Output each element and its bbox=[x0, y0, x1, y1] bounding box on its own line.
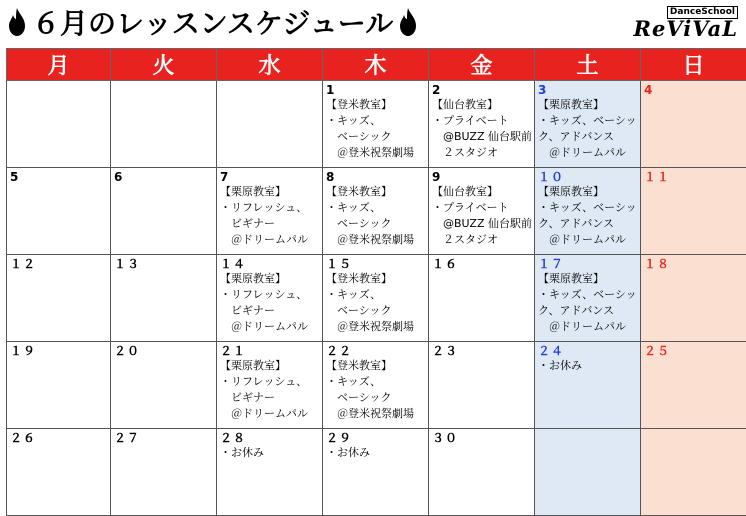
day-cell bbox=[535, 342, 641, 429]
event-line: ２スタジオ bbox=[432, 145, 531, 161]
page-title: ６月のレッスンスケジュール bbox=[32, 2, 393, 42]
day-cell bbox=[217, 342, 323, 429]
event-line: ・プライベート bbox=[432, 113, 531, 129]
header bbox=[0, 0, 746, 44]
day-number: １９ bbox=[10, 344, 107, 358]
day-cell bbox=[535, 429, 641, 516]
event-line: ・キッズ、ベーシッ bbox=[538, 287, 637, 303]
day-cell bbox=[429, 342, 535, 429]
event-line: @BUZZ 仙台駅前 bbox=[432, 129, 531, 145]
day-cell bbox=[111, 342, 217, 429]
day-cell bbox=[217, 168, 323, 255]
day-number: ２６ bbox=[10, 431, 107, 445]
event-line: ベーシック bbox=[326, 129, 425, 145]
day-cell bbox=[111, 168, 217, 255]
event-line: ＠ドリームパル bbox=[538, 232, 637, 248]
day-number: ２５ bbox=[644, 344, 743, 358]
day-cell bbox=[323, 255, 429, 342]
day-number: １２ bbox=[10, 257, 107, 271]
event-line: 【仙台教室】 bbox=[432, 184, 531, 200]
week-row bbox=[7, 342, 746, 429]
day-number: ２９ bbox=[326, 431, 425, 445]
event-line: ２スタジオ bbox=[432, 232, 531, 248]
day-cell bbox=[111, 255, 217, 342]
day-number: ２４ bbox=[538, 344, 637, 358]
day-cell bbox=[535, 168, 641, 255]
day-cell bbox=[429, 81, 535, 168]
weekday-thu: 木 bbox=[323, 49, 429, 81]
event-line: ク、アドバンス bbox=[538, 216, 637, 232]
week-row bbox=[7, 81, 746, 168]
event-line: 【栗原教室】 bbox=[220, 358, 319, 374]
event-line: ＠ドリームパル bbox=[220, 232, 319, 248]
event-line: ＠ドリームパル bbox=[220, 406, 319, 422]
day-cell bbox=[323, 168, 429, 255]
day-cell bbox=[217, 81, 323, 168]
flame-icon bbox=[6, 7, 28, 37]
event-line: ＠登米祝祭劇場 bbox=[326, 319, 425, 335]
day-number: １０ bbox=[538, 170, 637, 184]
event-line: ビギナー bbox=[220, 216, 319, 232]
day-number: １３ bbox=[114, 257, 213, 271]
event-line: ベーシック bbox=[326, 390, 425, 406]
weekday-fri: 金 bbox=[429, 49, 535, 81]
day-cell bbox=[641, 342, 746, 429]
event-line: ・リフレッシュ、 bbox=[220, 287, 319, 303]
day-number: 8 bbox=[326, 170, 425, 184]
day-number: 2 bbox=[432, 83, 531, 97]
event-line: ・キッズ、 bbox=[326, 374, 425, 390]
event-line: ・キッズ、 bbox=[326, 113, 425, 129]
week-row bbox=[7, 168, 746, 255]
event-line: ・リフレッシュ、 bbox=[220, 200, 319, 216]
day-cell bbox=[7, 168, 111, 255]
day-number: １６ bbox=[432, 257, 531, 271]
day-cell bbox=[323, 342, 429, 429]
weekday-tue: 火 bbox=[111, 49, 217, 81]
day-cell bbox=[323, 429, 429, 516]
week-row bbox=[7, 429, 746, 516]
day-number: ２２ bbox=[326, 344, 425, 358]
day-cell bbox=[7, 255, 111, 342]
day-number: ２７ bbox=[114, 431, 213, 445]
day-number: １５ bbox=[326, 257, 425, 271]
weekday-wed: 水 bbox=[217, 49, 323, 81]
day-cell bbox=[7, 429, 111, 516]
day-cell bbox=[641, 81, 746, 168]
event-line: ・お休み bbox=[220, 445, 319, 461]
day-cell bbox=[641, 255, 746, 342]
event-line: ・リフレッシュ、 bbox=[220, 374, 319, 390]
day-number: ２８ bbox=[220, 431, 319, 445]
logo-main-text: ReViVaL bbox=[634, 18, 738, 40]
day-cell bbox=[429, 168, 535, 255]
event-line: 【登米教室】 bbox=[326, 358, 425, 374]
day-cell bbox=[641, 429, 746, 516]
event-line: ＠ドリームパル bbox=[220, 319, 319, 335]
day-cell bbox=[535, 255, 641, 342]
day-number: １４ bbox=[220, 257, 319, 271]
day-cell bbox=[7, 81, 111, 168]
event-line: @BUZZ 仙台駅前 bbox=[432, 216, 531, 232]
day-number: 5 bbox=[10, 170, 107, 184]
day-cell bbox=[111, 429, 217, 516]
day-number: １７ bbox=[538, 257, 637, 271]
event-line: ＠登米祝祭劇場 bbox=[326, 145, 425, 161]
day-number: １８ bbox=[644, 257, 743, 271]
event-line: ・キッズ、 bbox=[326, 200, 425, 216]
day-cell bbox=[535, 81, 641, 168]
day-cell bbox=[641, 168, 746, 255]
logo-top-text: DanceSchool bbox=[667, 6, 738, 19]
event-line: ・キッズ、ベーシッ bbox=[538, 200, 637, 216]
event-line: ＠ドリームパル bbox=[538, 319, 637, 335]
event-line: ・プライベート bbox=[432, 200, 531, 216]
weekday-mon: 月 bbox=[7, 49, 111, 81]
event-line: ・お休み bbox=[538, 358, 637, 374]
day-cell bbox=[429, 429, 535, 516]
weekday-header-row bbox=[7, 49, 746, 81]
event-line: ベーシック bbox=[326, 303, 425, 319]
day-number: 9 bbox=[432, 170, 531, 184]
day-number: ２３ bbox=[432, 344, 531, 358]
schedule-calendar bbox=[6, 48, 746, 516]
event-line: 【仙台教室】 bbox=[432, 97, 531, 113]
event-line: ビギナー bbox=[220, 390, 319, 406]
day-number: ２０ bbox=[114, 344, 213, 358]
flame-icon bbox=[397, 7, 419, 37]
day-number: １１ bbox=[644, 170, 743, 184]
event-line: 【栗原教室】 bbox=[538, 97, 637, 113]
weekday-sun: 日 bbox=[641, 49, 746, 81]
day-number: ２１ bbox=[220, 344, 319, 358]
day-number: ３０ bbox=[432, 431, 531, 445]
weekday-sat: 土 bbox=[535, 49, 641, 81]
day-cell bbox=[217, 255, 323, 342]
event-line: ・キッズ、ベーシッ bbox=[538, 113, 637, 129]
event-line: ク、アドバンス bbox=[538, 303, 637, 319]
week-row bbox=[7, 255, 746, 342]
event-line: ＠登米祝祭劇場 bbox=[326, 232, 425, 248]
day-cell bbox=[429, 255, 535, 342]
event-line: ・キッズ、 bbox=[326, 287, 425, 303]
event-line: 【栗原教室】 bbox=[538, 184, 637, 200]
title-area bbox=[6, 2, 419, 42]
day-number: 4 bbox=[644, 83, 743, 97]
event-line: ビギナー bbox=[220, 303, 319, 319]
event-line: 【栗原教室】 bbox=[220, 271, 319, 287]
event-line: 【栗原教室】 bbox=[220, 184, 319, 200]
event-line: ・お休み bbox=[326, 445, 425, 461]
event-line: 【栗原教室】 bbox=[538, 271, 637, 287]
day-cell bbox=[7, 342, 111, 429]
day-cell bbox=[323, 81, 429, 168]
event-line: ＠ドリームパル bbox=[538, 145, 637, 161]
day-number: 6 bbox=[114, 170, 213, 184]
day-number: 3 bbox=[538, 83, 637, 97]
event-line: 【登米教室】 bbox=[326, 271, 425, 287]
event-line: ク、アドバンス bbox=[538, 129, 637, 145]
school-logo bbox=[638, 6, 738, 40]
day-number: 7 bbox=[220, 170, 319, 184]
event-line: 【登米教室】 bbox=[326, 184, 425, 200]
day-number: 1 bbox=[326, 83, 425, 97]
event-line: ＠登米祝祭劇場 bbox=[326, 406, 425, 422]
day-cell bbox=[111, 81, 217, 168]
event-line: ベーシック bbox=[326, 216, 425, 232]
event-line: 【登米教室】 bbox=[326, 97, 425, 113]
day-cell bbox=[217, 429, 323, 516]
